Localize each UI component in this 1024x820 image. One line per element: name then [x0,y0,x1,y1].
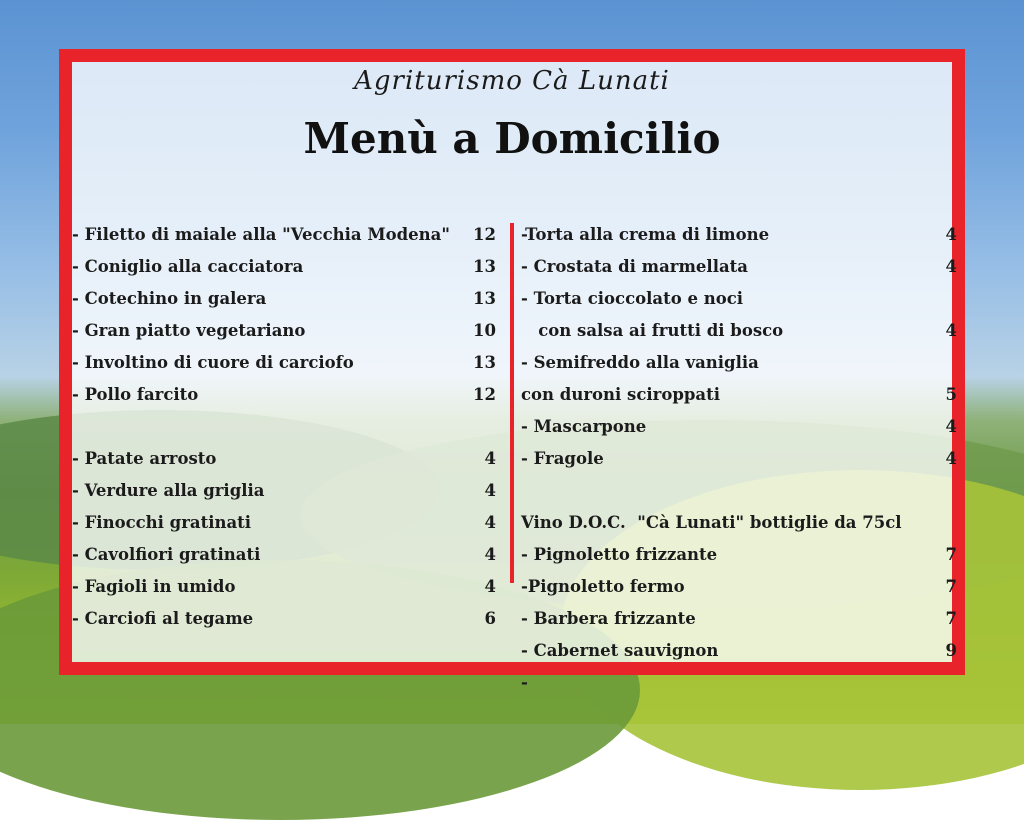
menu-item-name: con duroni sciroppati [521,385,720,404]
menu-item-name: con salsa ai frutti di bosco [521,321,784,340]
menu-item-name: - Fagioli in umido [72,577,236,596]
menu-item-price: 6 [484,609,496,628]
menu-item-price: 13 [473,353,496,372]
menu-item-price: 9 [945,641,957,660]
menu-item-name: - Fragole [521,449,604,468]
brand-name: Agriturismo Cà Lunati [354,66,670,96]
menu-item-name: - Involtino di cuore di carciofo [72,353,354,372]
menu-item-name: - Pollo farcito [72,385,199,404]
menu-item-price: 10 [473,321,496,340]
menu-item-name: - Cabernet sauvignon [521,641,719,660]
menu-item-price: 7 [945,609,957,628]
menu-item-name: - Verdure alla griglia [72,481,265,500]
menu-item-name: - Cotechino in galera [72,289,267,308]
menu-item-price: 4 [945,417,957,436]
menu-title: Menù a Domicilio [303,114,721,163]
menu-item-name: - Filetto di maiale alla "Vecchia Modena" [72,225,450,244]
menu-item-name: - Mascarpone [521,417,647,436]
menu-item-name: - Semifreddo alla vaniglia [521,353,759,372]
menu-item-name: - Finocchi gratinati [72,513,252,532]
menu-item-name: Vino D.O.C. "Cà Lunati" bottiglie da 75cl [521,513,902,532]
menu-item-name: - Crostata di marmellata [521,257,748,276]
menu-item-price: 4 [484,481,496,500]
menu-item-name: - Cavolfiori gratinati [72,545,261,564]
menu-item-price: 4 [945,225,957,244]
column-divider [510,223,514,583]
menu-item-name: - Gran piatto vegetariano [72,321,306,340]
menu-item-price: 4 [484,545,496,564]
menu-item-price: 13 [473,257,496,276]
menu-item-name: - Barbera frizzante [521,609,696,628]
menu-item-price: 4 [484,449,496,468]
menu-item-name: - Patate arrosto [72,449,217,468]
menu-item-name: - [521,673,528,692]
menu-item-name: - Torta cioccolato e noci [521,289,744,308]
menu-item-price: 4 [484,513,496,532]
menu-item-name: - Carciofi al tegame [72,609,254,628]
menu-item-price: 12 [473,385,496,404]
menu-item-name: - Coniglio alla cacciatora [72,257,304,276]
menu-item-price: 5 [945,385,957,404]
menu-item-name: - Pignoletto frizzante [521,545,718,564]
menu-item-price: 7 [945,545,957,564]
menu-item-price: 4 [484,577,496,596]
menu-item-name: -Torta alla crema di limone [521,225,770,244]
menu-item-price: 4 [945,321,957,340]
menu-item-name: -Pignoletto fermo [521,577,685,596]
menu-item-price: 4 [945,449,957,468]
menu-item-price: 12 [473,225,496,244]
menu-item-price: 4 [945,257,957,276]
menu-item-price: 13 [473,289,496,308]
menu-item-price: 7 [945,577,957,596]
